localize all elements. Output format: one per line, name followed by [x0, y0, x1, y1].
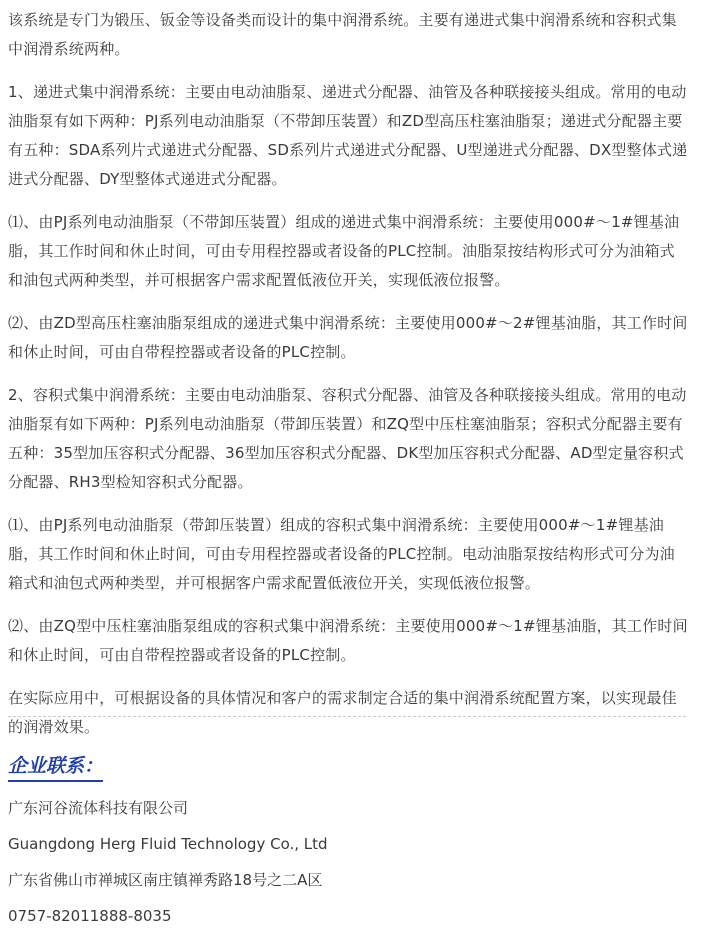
company-name-en: Guangdong Herg Fluid Technology Co., Ltd [8, 835, 328, 853]
progressive-system-paragraph: 1、递进式集中润滑系统：主要由电动油脂泵、递进式分配器、油管及各种联接接头组成。常用的电动油脂泵有如下两种：PJ系列电动油脂泵（不带卸压装置）和ZD型高压柱塞油脂泵；递进式分配器主要有五种：SDA系列片式递进式分配器、SD系列片式递进式分配器、U型递进式分配器、DX型整体式递进式分配器、DY型整体式递进式分配器。 [8, 83, 688, 188]
article-body [8, 6, 688, 756]
conclusion-paragraph: 在实际应用中，可根据设备的具体情况和客户的需求制定合适的集中润滑系统配置方案，以实现最佳的润滑效果。 [8, 689, 677, 736]
intro-paragraph: 该系统是专门为锻压、钣金等设备类而设计的集中润滑系统。主要有递进式集中润滑系统和容积式集中润滑系统两种。 [8, 11, 677, 58]
progressive-pj-paragraph: ⑴、由PJ系列电动油脂泵（不带卸压装置）组成的递进式集中润滑系统：主要使用000#～1#锂基油脂，其工作时间和休止时间，可由专用程控器或者设备的PLC控制。油脂泵按结构形式可分为油箱式和油包式两种类型，并可根据客户需求配置低液位开关，实现低液位报警。 [8, 213, 680, 289]
contact-title: 企业联系： [8, 753, 103, 782]
contact-section [8, 753, 688, 934]
volumetric-zq-paragraph: ⑵、由ZQ型中压柱塞油脂泵组成的容积式集中润滑系统：主要使用000#～1#锂基油脂，其工作时间和休止时间，可由自带程控器或者设备的PLC控制。 [8, 617, 688, 664]
section-divider [8, 716, 686, 717]
company-address: 广东省佛山市禅城区南庄镇禅秀路18号之二A区 [8, 871, 323, 889]
company-name-cn: 广东河谷流体科技有限公司 [8, 799, 189, 817]
volumetric-system-paragraph: 2、容积式集中润滑系统：主要由电动油脂泵、容积式分配器、油管及各种联接接头组成。常用的电动油脂泵有如下两种：PJ系列电动油脂泵（带卸压装置）和ZQ型中压柱塞油脂泵；容积式分配器主要有五种：35型加压容积式分配器、36型加压容积式分配器、DK型加压容积式分配器、AD型定量容积式分配器、RH3型检知容积式分配器。 [8, 386, 687, 491]
volumetric-pj-paragraph: ⑴、由PJ系列电动油脂泵（带卸压装置）组成的容积式集中润滑系统：主要使用000#～1#锂基油脂，其工作时间和休止时间，可由专用程控器或者设备的PLC控制。电动油脂泵按结构形式可分为油箱式和油包式两种类型，并可根据客户需求配置低液位开关，实现低液位报警。 [8, 516, 675, 592]
company-phone: 0757-82011888-8035 [8, 907, 172, 925]
progressive-zd-paragraph: ⑵、由ZD型高压柱塞油脂泵组成的递进式集中润滑系统：主要使用000#～2#锂基油脂，其工作时间和休止时间，可由自带程控器或者设备的PLC控制。 [8, 314, 688, 361]
